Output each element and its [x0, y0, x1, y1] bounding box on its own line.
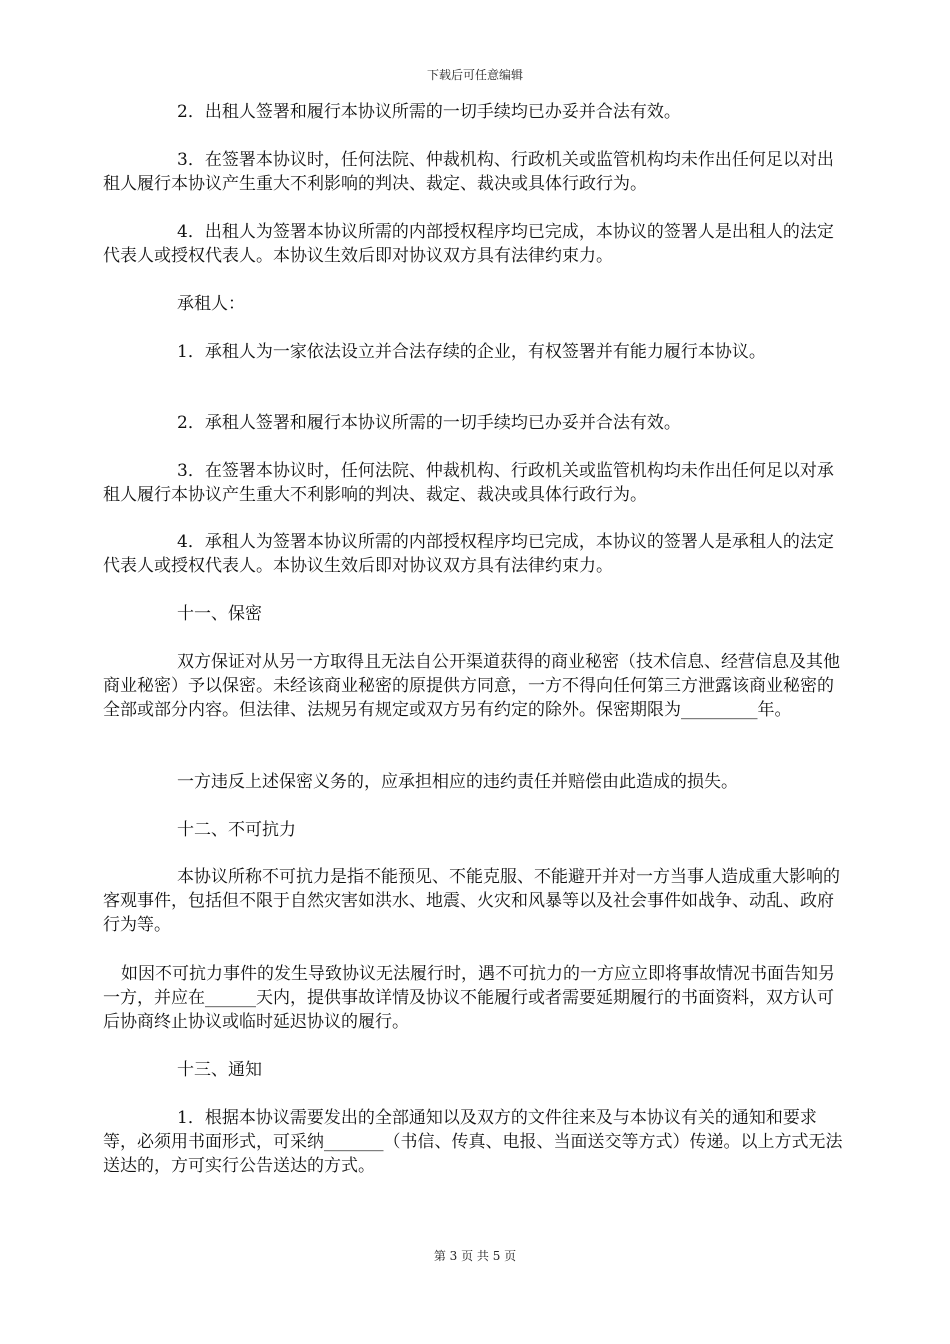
paragraph: 如因不可抗力事件的发生导致协议无法履行时，遇不可抗力的一方应立即将事故情况书面告知另一方，并应在______天内，提供事故详情及协议不能履行或者需要延期履行的书面资料，双方认可后协商终止协议或临时延迟协议的履行。 — [103, 964, 835, 1032]
paragraph: 4．承租人为签署本协议所需的内部授权程序均已完成，本协议的签署人是承租人的法定代表人或授权代表人。本协议生效后即对协议双方具有法律约束力。 — [103, 532, 834, 576]
section-heading: 十二、不可抗力 — [177, 820, 296, 840]
paragraph: 双方保证对从另一方取得且无法自公开渠道获得的商业秘密（技术信息、经营信息及其他商业秘密）予以保密。未经该商业秘密的原提供方同意，一方不得向任何第三方泄露该商业秘密的全部或部分内容。但法律、法规另有规定或双方另有约定的除外。保密期限为_________年。 — [103, 652, 840, 720]
paragraph: 2．承租人签署和履行本协议所需的一切手续均已办妥并合法有效。 — [177, 413, 681, 433]
paragraph: 4．出租人为签署本协议所需的内部授权程序均已完成，本协议的签署人是出租人的法定代表人或授权代表人。本协议生效后即对协议双方具有法律约束力。 — [103, 222, 834, 266]
section-label: 承租人： — [177, 294, 245, 314]
section-heading: 十三、通知 — [177, 1060, 262, 1080]
paragraph: 1．承租人为一家依法设立并合法存续的企业，有权签署并有能力履行本协议。 — [177, 342, 766, 362]
page-footer: 第 3 页 共 5 页 — [433, 1249, 517, 1263]
paragraph: 本协议所称不可抗力是指不能预见、不能克服、不能避开并对一方当事人造成重大影响的客观事件，包括但不限于自然灾害如洪水、地震、火灾和风暴等以及社会事件如战争、动乱、政府行为等。 — [103, 867, 840, 935]
paragraph: 2．出租人签署和履行本协议所需的一切手续均已办妥并合法有效。 — [177, 102, 681, 122]
page-header: 下载后可任意编辑 — [426, 68, 523, 82]
paragraph: 3．在签署本协议时，任何法院、仲裁机构、行政机关或监管机构均未作出任何足以对出租人履行本协议产生重大不利影响的判决、裁定、裁决或具体行政行为。 — [103, 150, 834, 194]
paragraph: 一方违反上述保密义务的，应承担相应的违约责任并赔偿由此造成的损失。 — [177, 772, 738, 792]
paragraph: 1．根据本协议需要发出的全部通知以及双方的文件往来及与本协议有关的通知和要求等，必须用书面形式，可采纳_______（书信、传真、电报、当面送交等方式）传递。以上方式无法送达的，方可实行公告送达的方式。 — [103, 1108, 843, 1176]
paragraph: 3．在签署本协议时，任何法院、仲裁机构、行政机关或监管机构均未作出任何足以对承租人履行本协议产生重大不利影响的判决、裁定、裁决或具体行政行为。 — [103, 461, 834, 505]
section-heading: 十一、保密 — [177, 604, 262, 624]
